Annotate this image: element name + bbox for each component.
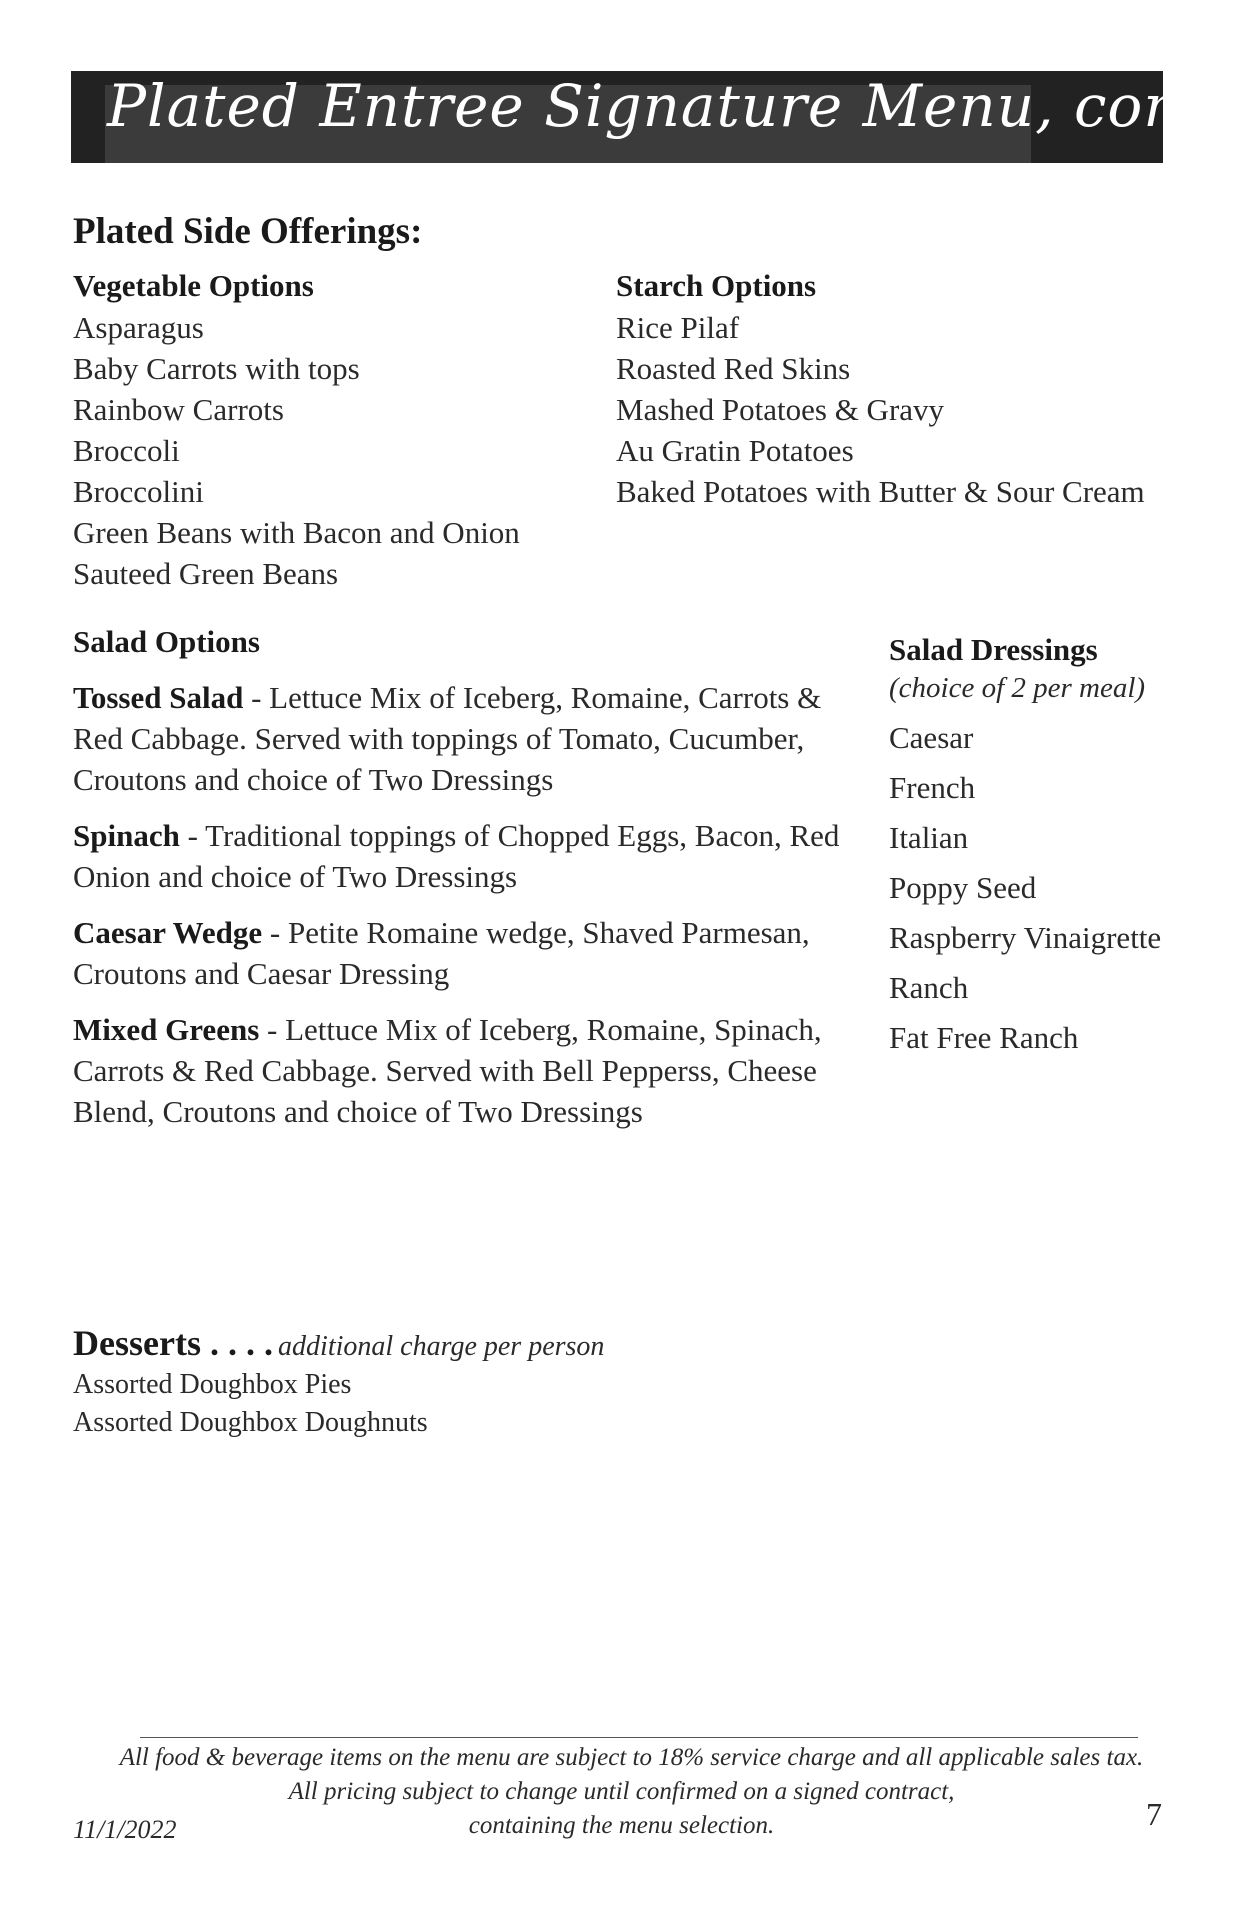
- salad-name: Mixed Greens: [73, 1012, 260, 1047]
- list-item: Assorted Doughbox Doughnuts: [73, 1407, 428, 1438]
- salad-entry-caesar-wedge: [73, 912, 873, 994]
- salad-heading: Salad Options: [73, 624, 260, 659]
- desserts-heading: Desserts . . . .: [73, 1323, 273, 1363]
- salad-entry-tossed: [73, 677, 873, 800]
- footer-date: 11/1/2022: [73, 1815, 177, 1844]
- salad-entry-mixed-greens: [73, 1009, 873, 1132]
- list-item: Italian: [889, 820, 969, 855]
- list-item: Baby Carrots with tops: [73, 351, 360, 386]
- desserts-note: additional charge per person: [278, 1331, 605, 1362]
- salad-desc: - Petite Romaine wedge, Shaved Parmesan, Croutons and Caesar Dressing: [73, 915, 810, 991]
- salad-name: Tossed Salad: [73, 680, 244, 715]
- dressings-heading: Salad Dressings: [889, 632, 1098, 667]
- list-item: Ranch: [889, 970, 969, 1005]
- list-item: Rainbow Carrots: [73, 392, 284, 427]
- vegetable-heading: Vegetable Options: [73, 268, 314, 303]
- list-item: Roasted Red Skins: [616, 351, 851, 386]
- list-item: Baked Potatoes with Butter & Sour Cream: [616, 474, 1145, 509]
- salad-entry-spinach: [73, 815, 873, 897]
- desserts-header: [73, 1322, 604, 1364]
- salad-name: Caesar Wedge: [73, 915, 263, 950]
- page-title: Plated Entree Signature Menu, cont.: [107, 72, 1226, 140]
- dressings-note: (choice of 2 per meal): [889, 672, 1146, 704]
- list-item: Raspberry Vinaigrette: [889, 920, 1162, 955]
- sides-heading: Plated Side Offerings:: [73, 211, 423, 252]
- page-number: 7: [1146, 1796, 1162, 1832]
- list-item: Poppy Seed: [889, 870, 1037, 905]
- list-item: Mashed Potatoes & Gravy: [616, 392, 945, 427]
- list-item: Caesar: [889, 720, 974, 755]
- footer-line-2: All pricing subject to change until confirmed on a signed contract,: [288, 1778, 955, 1805]
- starch-heading: Starch Options: [616, 268, 817, 303]
- list-item: Sauteed Green Beans: [73, 556, 339, 591]
- salad-desc: - Lettuce Mix of Iceberg, Romaine, Carrots & Red Cabbage. Served with toppings of Tomato, Cucumber, Croutons and choice of Two Dressings: [73, 680, 822, 797]
- list-item: French: [889, 770, 976, 805]
- list-item: Fat Free Ranch: [889, 1020, 1079, 1055]
- footer-line-3: containing the menu selection.: [468, 1812, 775, 1839]
- list-item: Asparagus: [73, 310, 204, 345]
- dressings-list: [889, 713, 1161, 1063]
- list-item: Broccoli: [73, 433, 180, 468]
- list-item: Broccolini: [73, 474, 204, 509]
- footer-divider: [140, 1737, 1138, 1738]
- desserts-list: [73, 1366, 428, 1442]
- starch-list: [616, 307, 1145, 512]
- salad-name: Spinach: [73, 818, 180, 853]
- list-item: Assorted Doughbox Pies: [73, 1369, 352, 1400]
- list-item: Au Gratin Potatoes: [616, 433, 854, 468]
- salad-desc: - Traditional toppings of Chopped Eggs, Bacon, Red Onion and choice of Two Dressings: [73, 818, 840, 894]
- salad-desc: - Lettuce Mix of Iceberg, Romaine, Spinach, Carrots & Red Cabbage. Served with Bell Pepperss, Cheese Blend, Croutons and choice of Two Dressings: [73, 1012, 822, 1129]
- vegetable-list: [73, 307, 520, 594]
- list-item: Rice Pilaf: [616, 310, 740, 345]
- footer-line-1: All food & beverage items on the menu are subject to 18% service charge and all applicable sales tax.: [119, 1744, 1144, 1771]
- list-item: Green Beans with Bacon and Onion: [73, 515, 520, 550]
